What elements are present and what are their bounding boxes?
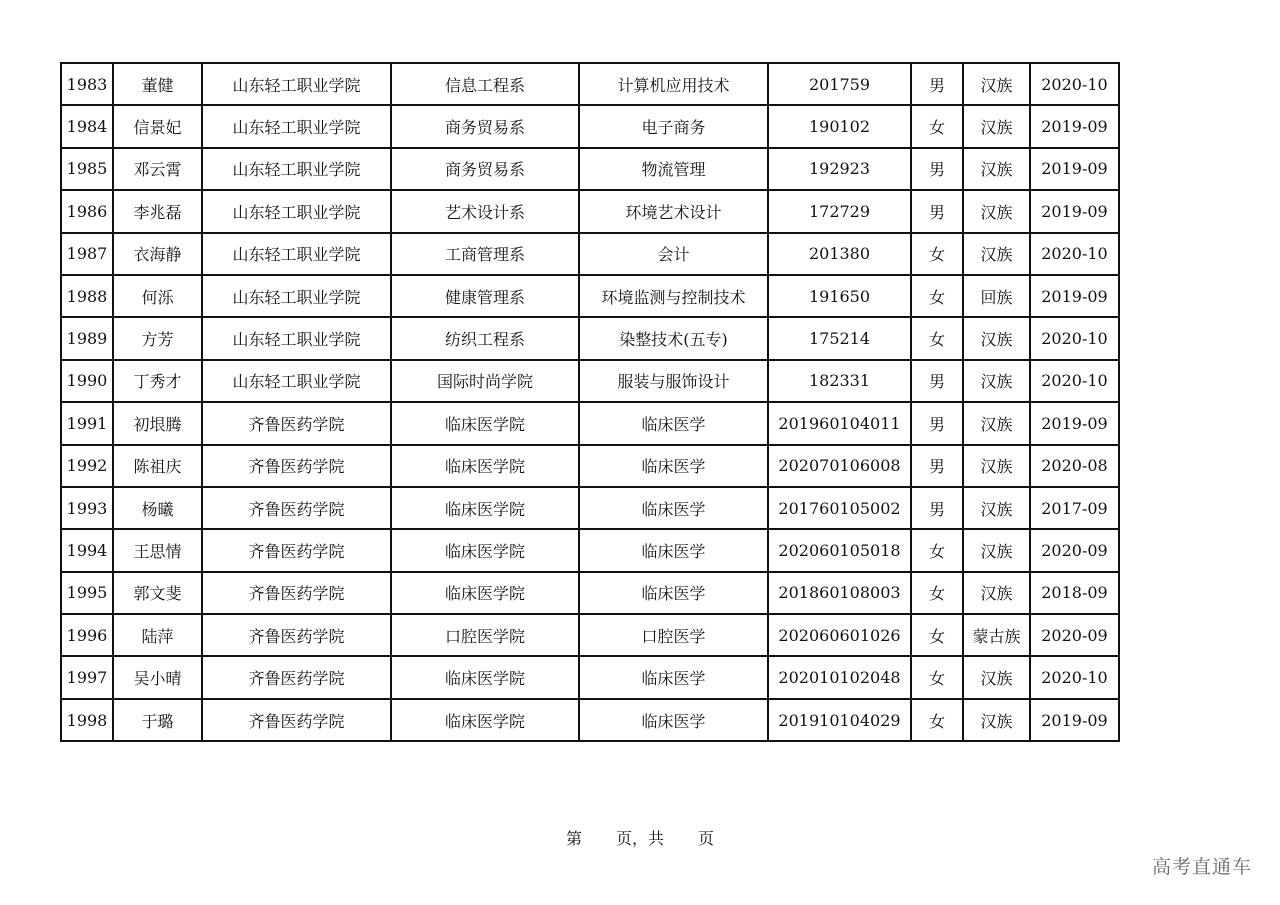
page-footer [0, 826, 1280, 849]
table-row [61, 614, 1119, 656]
cell-enroll-date: 2018-09 [1030, 572, 1119, 614]
cell-gender: 女 [911, 614, 963, 656]
cell-ethnicity: 汉族 [963, 529, 1030, 571]
cell-ethnicity: 汉族 [963, 190, 1030, 232]
cell-major: 临床医学 [579, 529, 768, 571]
cell-gender: 男 [911, 148, 963, 190]
cell-department: 临床医学院 [391, 445, 579, 487]
cell-gender: 女 [911, 317, 963, 359]
cell-gender: 女 [911, 105, 963, 147]
cell-ethnicity: 汉族 [963, 233, 1030, 275]
footer-page-middle: 页，共 [615, 829, 664, 848]
cell-student-name: 何泺 [113, 275, 202, 317]
cell-department: 健康管理系 [391, 275, 579, 317]
cell-gender: 男 [911, 63, 963, 105]
cell-school: 齐鲁医药学院 [202, 699, 391, 741]
cell-enroll-date: 2020-09 [1030, 529, 1119, 571]
cell-department: 商务贸易系 [391, 105, 579, 147]
cell-major: 物流管理 [579, 148, 768, 190]
cell-student-name: 陆萍 [113, 614, 202, 656]
cell-major: 临床医学 [579, 572, 768, 614]
cell-school: 齐鲁医药学院 [202, 614, 391, 656]
cell-enroll-date: 2019-09 [1030, 402, 1119, 444]
cell-student-name: 杨曦 [113, 487, 202, 529]
cell-school: 山东轻工职业学院 [202, 190, 391, 232]
cell-student-id: 202010102048 [768, 656, 911, 698]
cell-enroll-date: 2019-09 [1030, 190, 1119, 232]
table-row [61, 529, 1119, 571]
table-row [61, 63, 1119, 105]
cell-serial-no: 1997 [61, 656, 113, 698]
watermark-logo: 高考直通车 [1151, 856, 1252, 878]
cell-department: 临床医学院 [391, 487, 579, 529]
cell-department: 商务贸易系 [391, 148, 579, 190]
cell-enroll-date: 2020-10 [1030, 656, 1119, 698]
cell-serial-no: 1984 [61, 105, 113, 147]
cell-major: 服装与服饰设计 [579, 360, 768, 402]
cell-serial-no: 1985 [61, 148, 113, 190]
cell-ethnicity: 汉族 [963, 656, 1030, 698]
table-row [61, 105, 1119, 147]
cell-school: 山东轻工职业学院 [202, 317, 391, 359]
cell-major: 会计 [579, 233, 768, 275]
cell-ethnicity: 汉族 [963, 572, 1030, 614]
cell-department: 信息工程系 [391, 63, 579, 105]
cell-school: 山东轻工职业学院 [202, 275, 391, 317]
cell-school: 齐鲁医药学院 [202, 487, 391, 529]
cell-serial-no: 1990 [61, 360, 113, 402]
cell-student-name: 丁秀才 [113, 360, 202, 402]
cell-school: 齐鲁医药学院 [202, 656, 391, 698]
table-row [61, 360, 1119, 402]
cell-major: 临床医学 [579, 487, 768, 529]
cell-student-name: 郭文斐 [113, 572, 202, 614]
cell-department: 临床医学院 [391, 402, 579, 444]
table-row [61, 233, 1119, 275]
cell-department: 临床医学院 [391, 699, 579, 741]
cell-student-name: 邓云霄 [113, 148, 202, 190]
cell-student-id: 190102 [768, 105, 911, 147]
cell-enroll-date: 2020-10 [1030, 317, 1119, 359]
cell-ethnicity: 汉族 [963, 445, 1030, 487]
student-roster-table [60, 62, 1120, 742]
cell-enroll-date: 2019-09 [1030, 699, 1119, 741]
cell-ethnicity: 汉族 [963, 402, 1030, 444]
cell-student-id: 202060105018 [768, 529, 911, 571]
cell-serial-no: 1987 [61, 233, 113, 275]
cell-department: 临床医学院 [391, 656, 579, 698]
table-row [61, 656, 1119, 698]
cell-student-name: 方芳 [113, 317, 202, 359]
cell-gender: 女 [911, 233, 963, 275]
cell-ethnicity: 蒙古族 [963, 614, 1030, 656]
cell-serial-no: 1991 [61, 402, 113, 444]
cell-major: 口腔医学 [579, 614, 768, 656]
cell-major: 临床医学 [579, 402, 768, 444]
cell-student-id: 201760105002 [768, 487, 911, 529]
cell-ethnicity: 回族 [963, 275, 1030, 317]
cell-school: 齐鲁医药学院 [202, 402, 391, 444]
cell-ethnicity: 汉族 [963, 105, 1030, 147]
cell-school: 山东轻工职业学院 [202, 360, 391, 402]
cell-student-id: 175214 [768, 317, 911, 359]
cell-major: 环境艺术设计 [579, 190, 768, 232]
cell-serial-no: 1998 [61, 699, 113, 741]
cell-school: 山东轻工职业学院 [202, 105, 391, 147]
cell-gender: 女 [911, 572, 963, 614]
cell-student-name: 初垠腾 [113, 402, 202, 444]
cell-student-name: 陈祖庆 [113, 445, 202, 487]
cell-gender: 男 [911, 190, 963, 232]
cell-student-id: 191650 [768, 275, 911, 317]
cell-department: 国际时尚学院 [391, 360, 579, 402]
cell-enroll-date: 2020-10 [1030, 360, 1119, 402]
cell-school: 齐鲁医药学院 [202, 529, 391, 571]
table-row [61, 699, 1119, 741]
cell-ethnicity: 汉族 [963, 699, 1030, 741]
cell-gender: 女 [911, 529, 963, 571]
cell-gender: 男 [911, 402, 963, 444]
table-row [61, 487, 1119, 529]
cell-student-name: 董健 [113, 63, 202, 105]
cell-school: 山东轻工职业学院 [202, 233, 391, 275]
cell-ethnicity: 汉族 [963, 148, 1030, 190]
cell-department: 口腔医学院 [391, 614, 579, 656]
cell-gender: 女 [911, 699, 963, 741]
cell-enroll-date: 2020-08 [1030, 445, 1119, 487]
cell-department: 工商管理系 [391, 233, 579, 275]
footer-page-suffix: 页 [698, 829, 715, 848]
cell-student-id: 201960104011 [768, 402, 911, 444]
cell-serial-no: 1992 [61, 445, 113, 487]
cell-enroll-date: 2019-09 [1030, 105, 1119, 147]
cell-department: 纺织工程系 [391, 317, 579, 359]
cell-school: 山东轻工职业学院 [202, 63, 391, 105]
cell-gender: 女 [911, 656, 963, 698]
cell-ethnicity: 汉族 [963, 63, 1030, 105]
cell-enroll-date: 2017-09 [1030, 487, 1119, 529]
cell-student-name: 吴小晴 [113, 656, 202, 698]
cell-enroll-date: 2019-09 [1030, 275, 1119, 317]
cell-major: 临床医学 [579, 699, 768, 741]
cell-gender: 男 [911, 360, 963, 402]
cell-department: 临床医学院 [391, 529, 579, 571]
cell-gender: 男 [911, 487, 963, 529]
table-row [61, 275, 1119, 317]
cell-ethnicity: 汉族 [963, 487, 1030, 529]
cell-school: 齐鲁医药学院 [202, 445, 391, 487]
cell-student-name: 李兆磊 [113, 190, 202, 232]
cell-department: 艺术设计系 [391, 190, 579, 232]
cell-student-id: 192923 [768, 148, 911, 190]
table-row [61, 148, 1119, 190]
table-row [61, 190, 1119, 232]
cell-school: 齐鲁医药学院 [202, 572, 391, 614]
cell-serial-no: 1995 [61, 572, 113, 614]
cell-student-name: 于璐 [113, 699, 202, 741]
cell-student-id: 202060601026 [768, 614, 911, 656]
cell-student-id: 202070106008 [768, 445, 911, 487]
cell-enroll-date: 2020-10 [1030, 233, 1119, 275]
roster-body [61, 63, 1119, 741]
cell-serial-no: 1988 [61, 275, 113, 317]
cell-major: 临床医学 [579, 445, 768, 487]
cell-student-id: 201910104029 [768, 699, 911, 741]
cell-student-name: 王思情 [113, 529, 202, 571]
cell-serial-no: 1986 [61, 190, 113, 232]
cell-student-id: 201860108003 [768, 572, 911, 614]
cell-student-name: 信景妃 [113, 105, 202, 147]
cell-serial-no: 1989 [61, 317, 113, 359]
table-row [61, 317, 1119, 359]
table-row [61, 402, 1119, 444]
cell-major: 电子商务 [579, 105, 768, 147]
cell-serial-no: 1996 [61, 614, 113, 656]
cell-major: 临床医学 [579, 656, 768, 698]
cell-student-id: 201759 [768, 63, 911, 105]
cell-ethnicity: 汉族 [963, 360, 1030, 402]
cell-enroll-date: 2020-10 [1030, 63, 1119, 105]
cell-enroll-date: 2020-09 [1030, 614, 1119, 656]
cell-enroll-date: 2019-09 [1030, 148, 1119, 190]
cell-major: 计算机应用技术 [579, 63, 768, 105]
cell-student-id: 182331 [768, 360, 911, 402]
footer-page-prefix: 第 [565, 829, 582, 848]
cell-department: 临床医学院 [391, 572, 579, 614]
cell-major: 染整技术(五专) [579, 317, 768, 359]
table-row [61, 445, 1119, 487]
cell-serial-no: 1994 [61, 529, 113, 571]
cell-gender: 男 [911, 445, 963, 487]
cell-ethnicity: 汉族 [963, 317, 1030, 359]
cell-serial-no: 1983 [61, 63, 113, 105]
cell-gender: 女 [911, 275, 963, 317]
cell-major: 环境监测与控制技术 [579, 275, 768, 317]
cell-student-id: 172729 [768, 190, 911, 232]
cell-student-name: 衣海静 [113, 233, 202, 275]
cell-student-id: 201380 [768, 233, 911, 275]
cell-school: 山东轻工职业学院 [202, 148, 391, 190]
cell-serial-no: 1993 [61, 487, 113, 529]
table-row [61, 572, 1119, 614]
